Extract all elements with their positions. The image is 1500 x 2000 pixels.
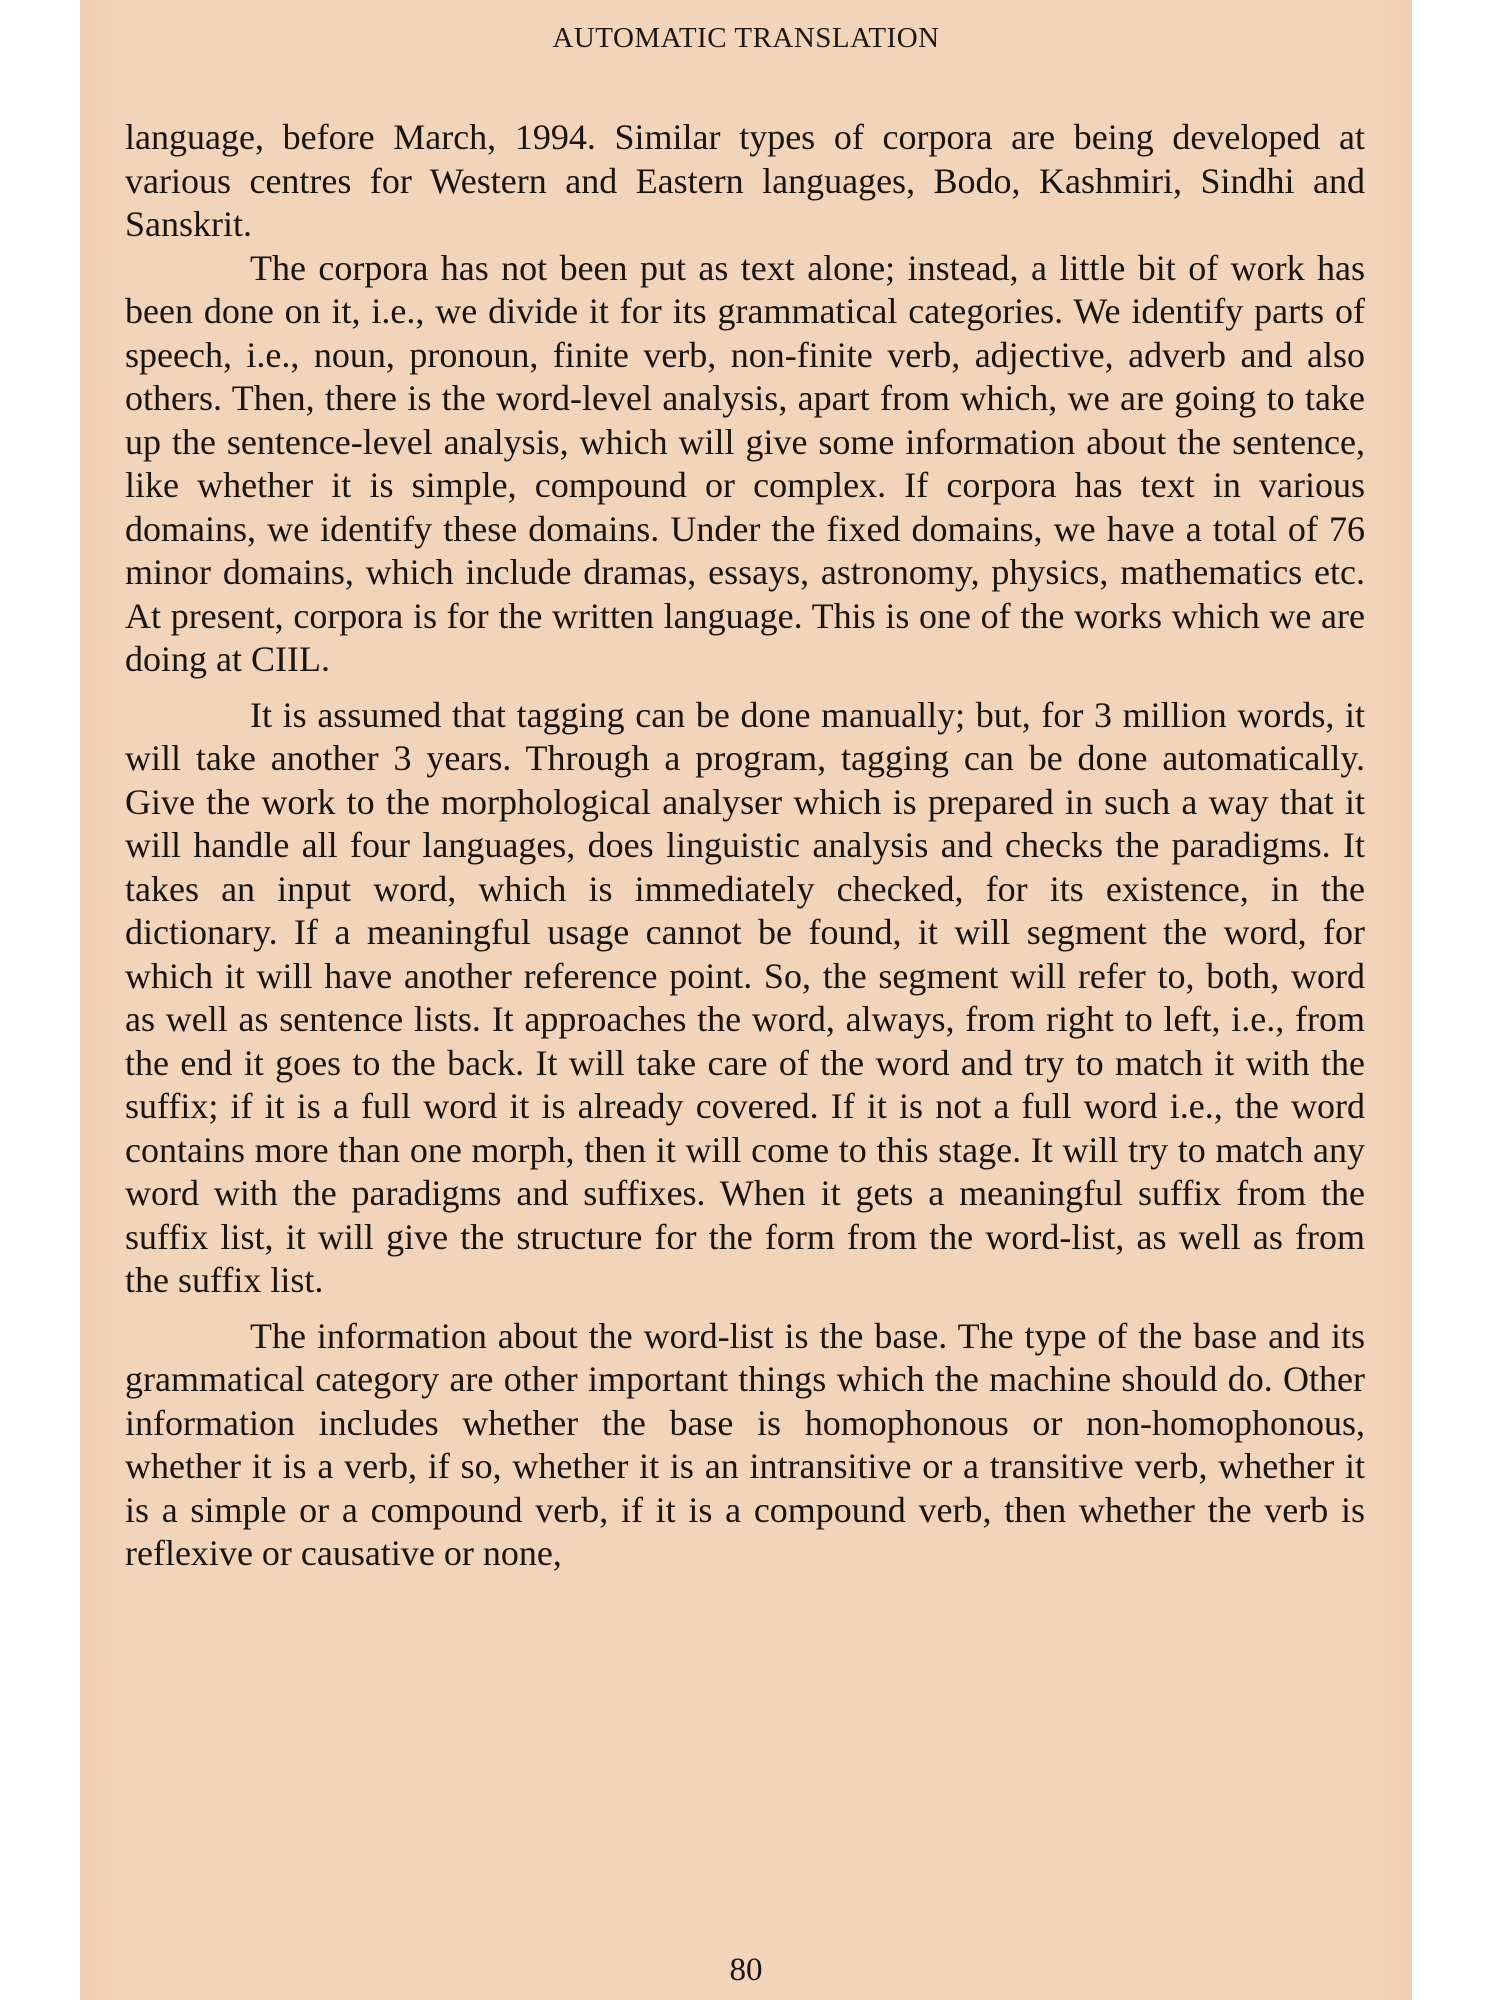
book-page [80,0,1412,2000]
paragraph-2: The corpora has not been put as text alone; instead, a little bit of work has been done on it, i.e., we divide it for its grammatical categories. We identify parts of speech, i.e., noun, pronoun, finite verb, non-finite verb, adjective, adverb and also others. Then, there is the word-level analysis, apart from which, we are going to take up the sentence-level analysis, which will give some information about the sentence, like whether it is simple, compound or complex. If corpora has text in various domains, we identify these domains. Under the fixed domains, we have a total of 76 minor domains, which include dramas, essays, astronomy, physics, mathematics etc. At present, corpora is for the written language. This is one of the works which we are doing at CIIL. [125,247,1365,679]
page-number: 80 [729,1952,763,1988]
body-text [125,116,1365,1576]
running-head: AUTOMATIC TRANSLATION [552,22,940,54]
paragraph-1: language, before March, 1994. Similar types of corpora are being developed at various centres for Western and Eastern languages, Bodo, Kashmiri, Sindhi and Sanskrit. [125,117,1365,244]
paragraph-4: The information about the word-list is the base. The type of the base and its grammatical category are other important things which the machine should do. Other information includes whether the base is homophonous or non-homophonous, whether it is a verb, if so, whether it is an intransitive or a transitive verb, whether it is a simple or a compound verb, if it is a compound verb, then whether the verb is reflexive or causative or none, [125,1315,1365,1573]
paragraph-3: It is assumed that tagging can be done manually; but, for 3 million words, it will take another 3 years. Through a program, tagging can be done automatically. Give the work to the morphological analyser which is prepared in such a way that it will handle all four languages, does linguistic analysis and checks the paradigms. It takes an input word, which is immediately checked, for its existence, in the dictionary. If a meaningful usage cannot be found, it will segment the word, for which it will have another reference point. So, the segment will refer to, both, word as well as sentence lists. It approaches the word, always, from right to left, i.e., from the end it goes to the back. It will take care of the word and try to match it with the suffix; if it is a full word it is already covered. If it is not a full word i.e., the word contains more than one morph, then it will come to this stage. It will try to match any word with the paradigms and suffixes. When it gets a meaningful suffix from the suffix list, it will give the structure for the form from the word-list, as well as from the suffix list. [125,694,1365,1300]
